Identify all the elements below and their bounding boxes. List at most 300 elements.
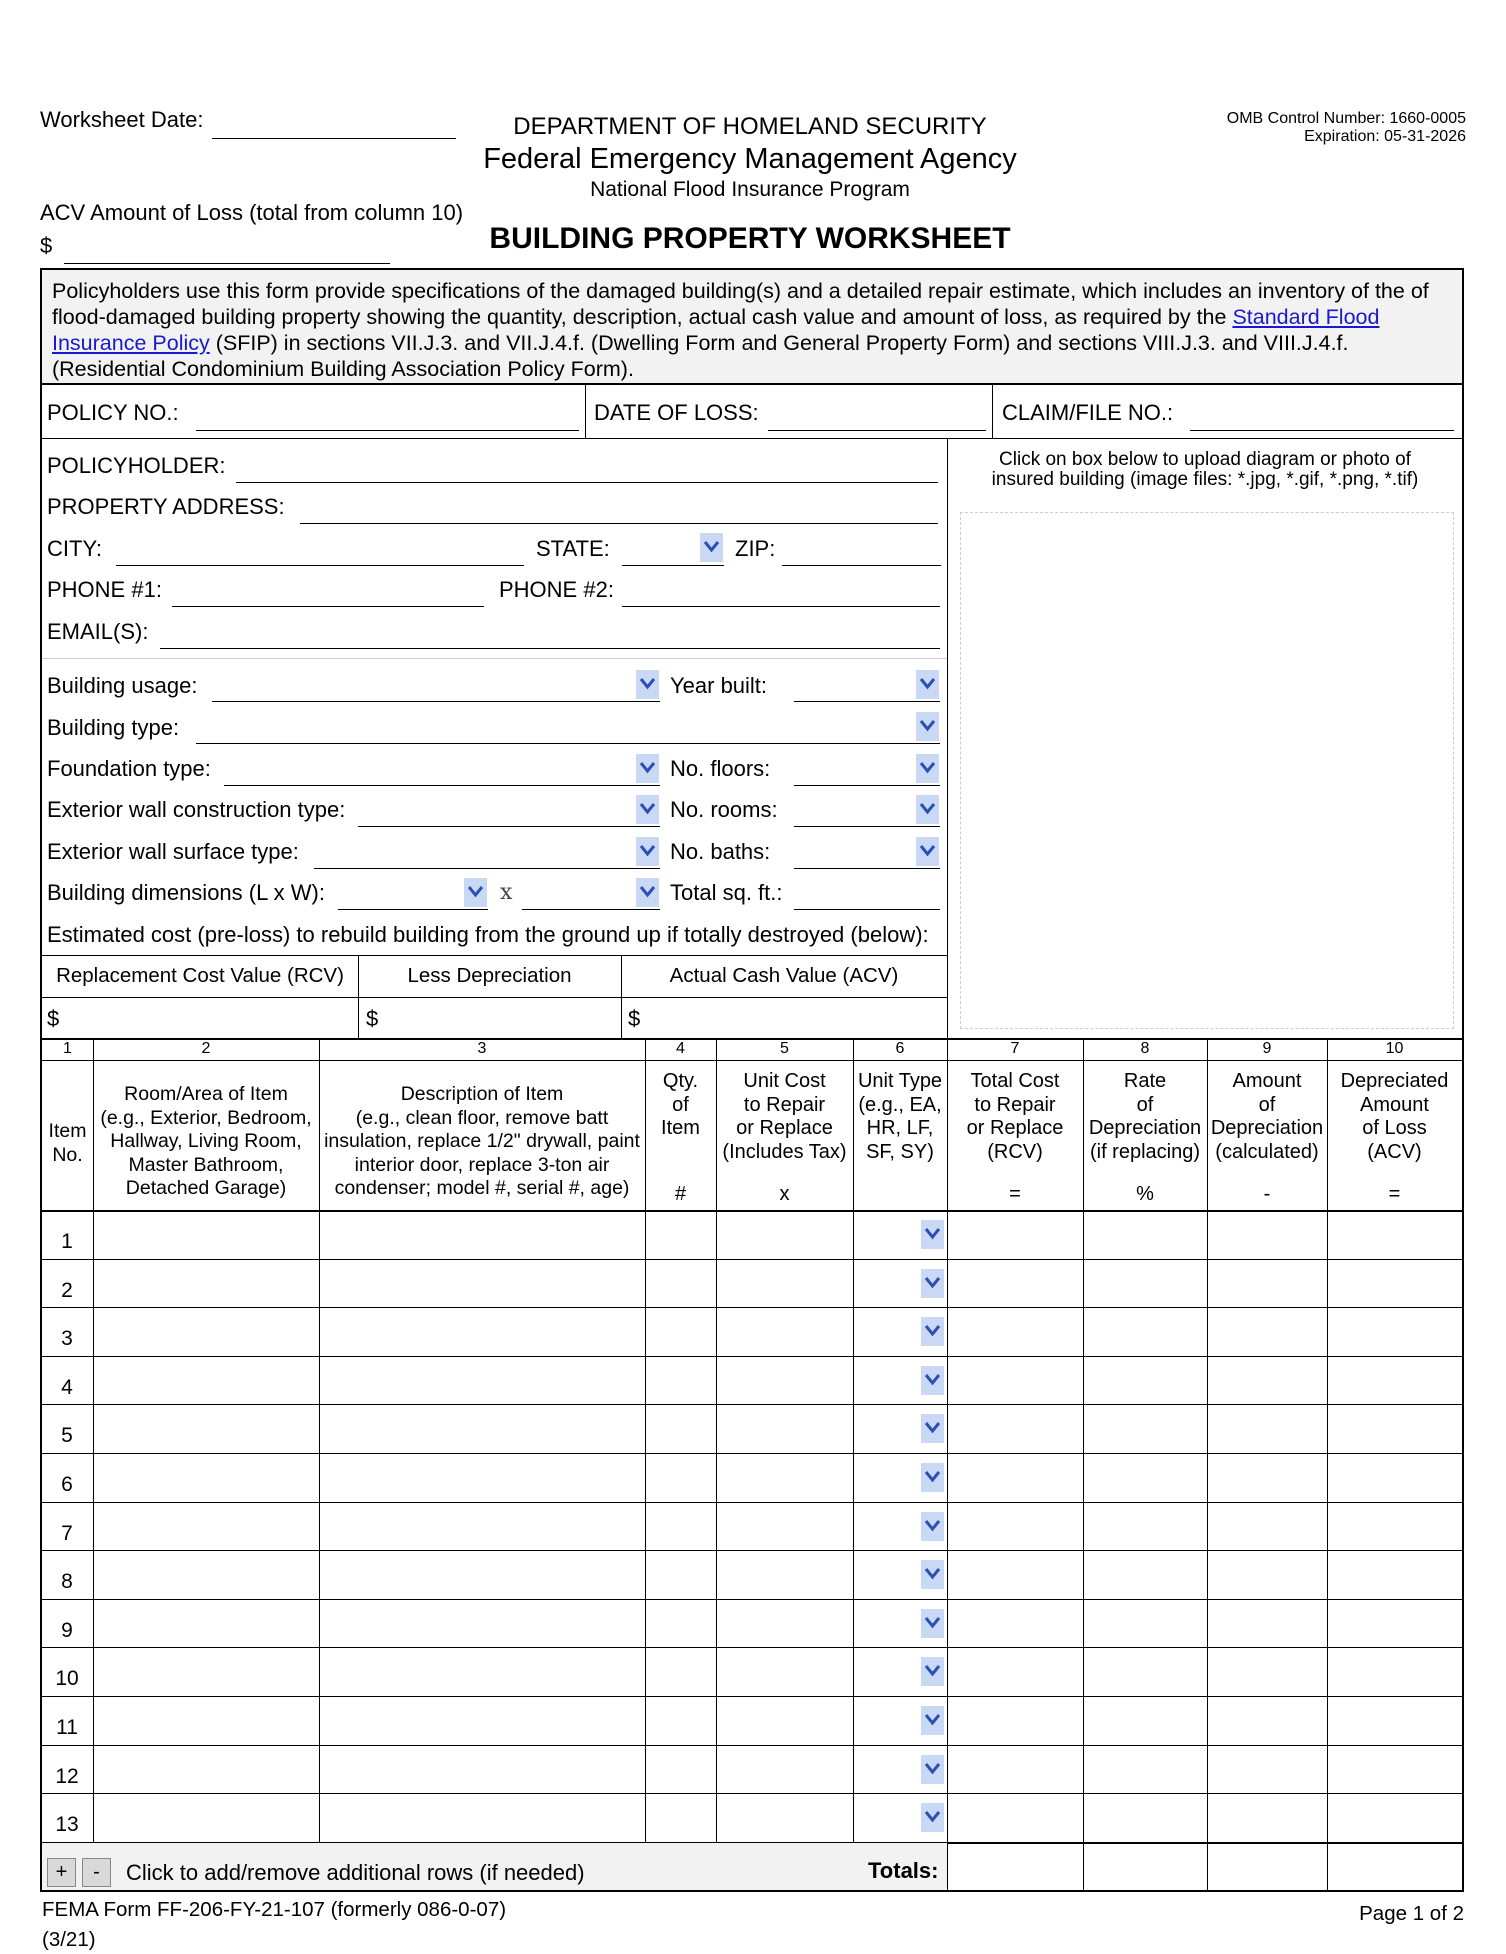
- chevron-down-icon: [919, 719, 936, 732]
- chevron-down-icon: [924, 1762, 941, 1775]
- table-cell-input[interactable]: [1209, 1212, 1325, 1257]
- table-cell-input[interactable]: [949, 1698, 1081, 1743]
- table-cell-input[interactable]: [718, 1747, 851, 1792]
- table-cell-input[interactable]: [718, 1795, 851, 1840]
- table-cell-input[interactable]: [1209, 1698, 1325, 1743]
- no-floors-label: No. floors:: [670, 756, 771, 781]
- table-row-divider: [42, 1453, 1462, 1454]
- table-cell-input[interactable]: [95, 1358, 317, 1403]
- table-cell-input[interactable]: [949, 1649, 1081, 1694]
- table-cell-input[interactable]: [1209, 1455, 1325, 1500]
- table-cell-input[interactable]: [321, 1552, 643, 1597]
- table-cell-input[interactable]: [949, 1358, 1081, 1403]
- table-cell-input[interactable]: [1209, 1552, 1325, 1597]
- column-number: 4: [676, 1040, 685, 1057]
- no-rooms-label: No. rooms:: [670, 797, 778, 822]
- table-cell-input[interactable]: [718, 1649, 851, 1694]
- omb-expiration: Expiration: 05-31-2026: [1304, 128, 1466, 145]
- chevron-down-icon: [924, 1664, 941, 1677]
- table-cell-input[interactable]: [718, 1504, 851, 1549]
- chevron-down-icon: [924, 1276, 941, 1289]
- column-number: 5: [780, 1040, 789, 1057]
- state-label: STATE:: [536, 536, 610, 561]
- table-cell-input[interactable]: [949, 1795, 1081, 1840]
- table-cell-input[interactable]: [1329, 1309, 1460, 1354]
- date-of-loss-field[interactable]: [768, 430, 986, 431]
- divider: [1327, 1842, 1328, 1890]
- chevron-down-icon: [924, 1227, 941, 1240]
- email-label: EMAIL(S):: [47, 619, 149, 644]
- unit-type-dropdown[interactable]: [921, 1366, 944, 1395]
- table-cell-input[interactable]: [1209, 1795, 1325, 1840]
- add-row-button[interactable]: +: [47, 1858, 76, 1887]
- intro-text: [42, 270, 1462, 385]
- total-sqft-field[interactable]: [794, 909, 940, 910]
- worksheet-date-label: Worksheet Date:: [40, 107, 204, 132]
- building-length-dropdown[interactable]: [464, 878, 487, 907]
- intro-text-part1: Policyholders use this form provide specifications of the damaged building(s) and a detailed repair estimate, which includes an inventory of the of flood-damaged building property showing the quantity, description, actual cash value and amount of loss, as required by the: [52, 279, 1429, 329]
- state-select[interactable]: [622, 565, 724, 566]
- divider: [42, 1060, 1462, 1061]
- table-row-divider: [42, 1696, 1462, 1697]
- chevron-down-icon: [924, 1519, 941, 1532]
- table-cell-input[interactable]: [949, 1601, 1081, 1646]
- table-cell-input[interactable]: [1329, 1261, 1460, 1306]
- row-number: 6: [61, 1473, 73, 1496]
- table-cell-input[interactable]: [1209, 1261, 1325, 1306]
- chevron-down-icon: [924, 1421, 941, 1434]
- chevron-down-icon: [639, 802, 656, 815]
- table-cell-input[interactable]: [647, 1747, 714, 1792]
- sfip-link[interactable]: Standard Flood Insurance Policy: [52, 305, 1380, 355]
- table-cell-input[interactable]: [1209, 1358, 1325, 1403]
- row-number: 5: [61, 1424, 73, 1448]
- no-baths-label: No. baths:: [670, 839, 771, 864]
- chevron-down-icon: [639, 677, 656, 690]
- acv-amount-field[interactable]: [64, 263, 390, 264]
- zip-label: ZIP:: [735, 536, 776, 561]
- table-cell-input[interactable]: [1329, 1212, 1460, 1257]
- table-cell-input[interactable]: [647, 1552, 714, 1597]
- column-header: Qty. of Item: [661, 1070, 700, 1139]
- table-cell-input[interactable]: [718, 1358, 851, 1403]
- unit-type-dropdown[interactable]: [921, 1220, 944, 1249]
- ext-wall-surface-dropdown[interactable]: [636, 837, 659, 866]
- row-number: 2: [61, 1278, 73, 1302]
- no-floors-select[interactable]: [794, 785, 940, 786]
- column-symbol: %: [1136, 1183, 1154, 1205]
- row-number: 13: [55, 1813, 79, 1837]
- acv-field[interactable]: [646, 1000, 942, 1036]
- total-acv-field[interactable]: [1330, 1845, 1460, 1889]
- page-title: BUILDING PROPERTY WORKSHEET: [489, 222, 1011, 255]
- building-type-label: Building type:: [47, 715, 180, 740]
- table-cell-input[interactable]: [647, 1406, 714, 1451]
- table-cell-input[interactable]: [647, 1358, 714, 1403]
- table-row-divider: [42, 1647, 1462, 1648]
- table-cell-input[interactable]: [1329, 1649, 1460, 1694]
- building-width-select[interactable]: [522, 909, 660, 910]
- row-number: 9: [61, 1618, 73, 1642]
- remove-row-button[interactable]: -: [82, 1858, 111, 1887]
- table-cell-input[interactable]: [95, 1455, 317, 1500]
- policyholder-field[interactable]: [236, 482, 938, 483]
- table-cell-input[interactable]: [718, 1698, 851, 1743]
- chevron-down-icon: [639, 761, 656, 774]
- table-row-divider: [42, 1550, 1462, 1551]
- chevron-down-icon: [919, 802, 936, 815]
- table-row-divider: [42, 1356, 1462, 1357]
- table-cell-input[interactable]: [1329, 1406, 1460, 1451]
- table-cell-input[interactable]: [949, 1309, 1081, 1354]
- zip-field[interactable]: [782, 565, 941, 566]
- chevron-down-icon: [924, 1470, 941, 1483]
- table-cell-input[interactable]: [647, 1455, 714, 1500]
- table-cell-input[interactable]: [321, 1601, 643, 1646]
- table-cell-input[interactable]: [647, 1601, 714, 1646]
- omb-control-number: OMB Control Number: 1660-0005: [1226, 110, 1466, 127]
- agency-name: Federal Emergency Management Agency: [483, 143, 1017, 175]
- ext-wall-surface-select[interactable]: [314, 868, 660, 869]
- building-usage-select[interactable]: [212, 701, 660, 702]
- chevron-down-icon: [919, 677, 936, 690]
- table-cell-input[interactable]: [321, 1406, 643, 1451]
- table-cell-input[interactable]: [321, 1358, 643, 1403]
- table-cell-input[interactable]: [1085, 1406, 1205, 1451]
- table-cell-input[interactable]: [1085, 1698, 1205, 1743]
- table-cell-input[interactable]: [95, 1795, 317, 1840]
- table-cell-input[interactable]: [1085, 1212, 1205, 1257]
- intro-text-part2: (SFIP) in sections VII.J.3. and VII.J.4.f. (Dwelling Form and General Property Form) and sections VIII.J.3. and VIII.J.4.f. (Residential Condominium Building Association Policy Form).: [52, 331, 1349, 381]
- table-cell-input[interactable]: [1085, 1358, 1205, 1403]
- column-number: 2: [201, 1040, 211, 1057]
- building-length-select[interactable]: [338, 909, 488, 910]
- table-cell-input[interactable]: [1085, 1309, 1205, 1354]
- upload-line-1: Click on box below to upload diagram or photo of: [999, 449, 1411, 470]
- total-rcv-field[interactable]: [950, 1845, 1080, 1889]
- program-name: National Flood Insurance Program: [590, 178, 910, 201]
- column-header: Unit Cost to Repair or Replace (Includes Tax): [722, 1070, 847, 1163]
- column-header: Item No.: [48, 1120, 87, 1166]
- table-cell-input[interactable]: [949, 1552, 1081, 1597]
- foundation-type-select[interactable]: [224, 785, 660, 786]
- chevron-down-icon: [924, 1810, 941, 1823]
- chevron-down-icon: [639, 844, 656, 857]
- department-name: DEPARTMENT OF HOMELAND SECURITY: [513, 113, 987, 140]
- chevron-down-icon: [924, 1713, 941, 1726]
- chevron-down-icon: [639, 885, 656, 898]
- column-number: 9: [1262, 1040, 1272, 1057]
- table-cell-input[interactable]: [1329, 1795, 1460, 1840]
- omb-info: [1227, 110, 1466, 146]
- divider: [1207, 1842, 1208, 1890]
- less-depreciation-field[interactable]: [384, 1000, 616, 1036]
- rcv-field[interactable]: [64, 1000, 354, 1036]
- year-built-label: Year built:: [670, 673, 768, 698]
- column-header: Description of Item (e.g., clean floor, remove batt insulation, replace 1/2" drywall, paint interior door, replace 3-ton air condenser; model #, serial #, age): [324, 1083, 640, 1199]
- unit-type-dropdown[interactable]: [921, 1414, 944, 1443]
- divider: [42, 955, 947, 956]
- column-symbol: =: [1388, 1183, 1401, 1205]
- building-usage-label: Building usage:: [47, 673, 198, 698]
- divider: [1083, 1842, 1084, 1890]
- table-row-divider: [42, 1259, 1462, 1260]
- chevron-down-icon: [467, 885, 484, 898]
- table-cell-input[interactable]: [95, 1601, 317, 1646]
- city-field[interactable]: [116, 565, 524, 566]
- ext-wall-construction-dropdown[interactable]: [636, 795, 659, 824]
- rcv-dollar: $: [47, 1006, 60, 1031]
- table-cell-input[interactable]: [321, 1309, 643, 1354]
- table-cell-input[interactable]: [1085, 1552, 1205, 1597]
- table-cell-input[interactable]: [1085, 1795, 1205, 1840]
- chevron-down-icon: [924, 1373, 941, 1386]
- table-cell-input[interactable]: [321, 1261, 643, 1306]
- unit-type-dropdown[interactable]: [921, 1512, 944, 1541]
- building-width-dropdown[interactable]: [636, 878, 659, 907]
- column-symbol: =: [1009, 1183, 1021, 1205]
- table-cell-input[interactable]: [321, 1212, 643, 1257]
- building-type-dropdown[interactable]: [916, 712, 939, 741]
- foundation-type-dropdown[interactable]: [636, 754, 659, 783]
- rcv-label: Replacement Cost Value (RCV): [56, 964, 344, 987]
- photo-upload-box[interactable]: [960, 512, 1454, 1029]
- no-baths-select[interactable]: [794, 868, 940, 869]
- form-revision: (3/21): [42, 1928, 96, 1951]
- table-cell-input[interactable]: [647, 1261, 714, 1306]
- table-cell-input[interactable]: [718, 1212, 851, 1257]
- column-header: Amount of Depreciation (calculated): [1210, 1070, 1324, 1163]
- policyholder-label: POLICYHOLDER:: [47, 453, 226, 478]
- chevron-down-icon: [924, 1616, 941, 1629]
- ext-wall-construction-label: Exterior wall construction type:: [47, 797, 346, 822]
- page-number: Page 1 of 2: [1359, 1902, 1464, 1925]
- table-cell-input[interactable]: [321, 1698, 643, 1743]
- divider: [992, 385, 993, 439]
- table-cell-input[interactable]: [1209, 1504, 1325, 1549]
- chevron-down-icon: [924, 1324, 941, 1337]
- table-cell-input[interactable]: [647, 1504, 714, 1549]
- table-row-divider: [42, 1404, 1462, 1405]
- building-usage-dropdown[interactable]: [636, 670, 659, 699]
- claim-no-field[interactable]: [1190, 430, 1454, 431]
- date-of-loss-label: DATE OF LOSS:: [594, 400, 759, 425]
- table-cell-input[interactable]: [321, 1795, 643, 1840]
- table-cell-input[interactable]: [718, 1552, 851, 1597]
- unit-type-dropdown[interactable]: [921, 1463, 944, 1492]
- table-row-divider: [42, 1307, 1462, 1308]
- table-cell-input[interactable]: [949, 1261, 1081, 1306]
- email-field[interactable]: [160, 648, 940, 649]
- chevron-down-icon: [919, 844, 936, 857]
- unit-type-dropdown[interactable]: [921, 1609, 944, 1638]
- divider: [947, 438, 948, 1038]
- claim-no-label: CLAIM/FILE NO.:: [1002, 400, 1174, 425]
- table-cell-input[interactable]: [949, 1212, 1081, 1257]
- table-cell-input[interactable]: [1085, 1649, 1205, 1694]
- column-number: 10: [1385, 1040, 1404, 1057]
- phone2-label: PHONE #2:: [499, 577, 614, 602]
- foundation-type-label: Foundation type:: [47, 756, 211, 781]
- table-row-divider: [42, 1745, 1462, 1746]
- divider: [42, 658, 947, 659]
- column-header: Unit Type (e.g., EA, HR, LF, SF, SY): [857, 1070, 943, 1163]
- table-cell-input[interactable]: [1329, 1358, 1460, 1403]
- table-row-divider: [42, 1502, 1462, 1503]
- depreciation-dollar: $: [366, 1006, 379, 1031]
- row-number: 1: [61, 1230, 73, 1253]
- table-row-divider: [42, 1793, 1462, 1794]
- table-cell-input[interactable]: [1209, 1649, 1325, 1694]
- table-cell-input[interactable]: [321, 1747, 643, 1792]
- divider: [947, 1842, 948, 1890]
- table-cell-input[interactable]: [647, 1212, 714, 1257]
- acv-dollar-sign: $: [40, 233, 53, 258]
- table-cell-input[interactable]: [718, 1406, 851, 1451]
- column-number: 3: [477, 1040, 487, 1057]
- table-row-divider: [42, 1599, 1462, 1600]
- table-cell-input[interactable]: [95, 1309, 317, 1354]
- table-cell-input[interactable]: [1329, 1698, 1460, 1743]
- row-number: 11: [56, 1716, 78, 1739]
- table-cell-input[interactable]: [949, 1406, 1081, 1451]
- no-baths-dropdown[interactable]: [916, 837, 939, 866]
- table-cell-input[interactable]: [1085, 1261, 1205, 1306]
- policy-no-field[interactable]: [196, 430, 579, 431]
- property-address-label: PROPERTY ADDRESS:: [47, 494, 285, 519]
- table-cell-input[interactable]: [1209, 1747, 1325, 1792]
- divider: [585, 385, 586, 439]
- table-cell-input[interactable]: [1085, 1504, 1205, 1549]
- ext-wall-surface-label: Exterior wall surface type:: [47, 839, 299, 864]
- table-cell-input[interactable]: [1329, 1504, 1460, 1549]
- add-remove-rows-label: Click to add/remove additional rows (if needed): [126, 1860, 585, 1885]
- ext-wall-construction-select[interactable]: [358, 826, 660, 827]
- row-number: 7: [61, 1521, 73, 1545]
- no-rooms-dropdown[interactable]: [916, 795, 939, 824]
- acv-label: Actual Cash Value (ACV): [669, 964, 899, 987]
- state-dropdown[interactable]: [700, 533, 723, 562]
- table-cell-input[interactable]: [949, 1747, 1081, 1792]
- column-header: Depreciated Amount of Loss (ACV): [1340, 1070, 1449, 1163]
- table-cell-input[interactable]: [647, 1649, 714, 1694]
- table-cell-input[interactable]: [1209, 1601, 1325, 1646]
- city-label: CITY:: [47, 536, 103, 561]
- table-cell-input[interactable]: [718, 1601, 851, 1646]
- policy-no-label: POLICY NO.:: [47, 400, 179, 425]
- phone1-label: PHONE #1:: [47, 577, 162, 602]
- table-cell-input[interactable]: [95, 1747, 317, 1792]
- table-cell-input[interactable]: [718, 1261, 851, 1306]
- year-built-dropdown[interactable]: [916, 670, 939, 699]
- column-header: Total Cost to Repair or Replace (RCV): [966, 1070, 1064, 1163]
- table-cell-input[interactable]: [647, 1309, 714, 1354]
- table-cell-input[interactable]: [95, 1406, 317, 1451]
- property-address-field[interactable]: [300, 523, 938, 524]
- column-number: 1: [63, 1040, 72, 1057]
- table-cell-input[interactable]: [949, 1504, 1081, 1549]
- total-sqft-label: Total sq. ft.:: [670, 880, 783, 905]
- table-column-divider: [645, 1038, 646, 1842]
- table-cell-input[interactable]: [95, 1552, 317, 1597]
- column-symbol: #: [674, 1183, 687, 1205]
- upload-instructions: [950, 450, 1460, 490]
- table-cell-input[interactable]: [95, 1261, 317, 1306]
- table-cell-input[interactable]: [95, 1649, 317, 1694]
- column-number: 8: [1140, 1040, 1150, 1057]
- column-header: Room/Area of Item (e.g., Exterior, Bedroom, Hallway, Living Room, Master Bathroom, Detached Garage): [100, 1083, 312, 1199]
- table-cell-input[interactable]: [1085, 1747, 1205, 1792]
- totals-label: Totals:: [868, 1858, 939, 1883]
- table-cell-input[interactable]: [647, 1698, 714, 1743]
- row-number: 12: [55, 1764, 79, 1788]
- table-cell-input[interactable]: [321, 1455, 643, 1500]
- total-depreciation-field[interactable]: [1210, 1845, 1324, 1889]
- table-cell-input[interactable]: [718, 1455, 851, 1500]
- chevron-down-icon: [919, 761, 936, 774]
- chevron-down-icon: [703, 540, 720, 553]
- acv-amount-label: ACV Amount of Loss (total from column 10): [40, 200, 464, 225]
- row-number: 10: [55, 1667, 79, 1691]
- table-cell-input[interactable]: [95, 1504, 317, 1549]
- unit-type-dropdown[interactable]: [921, 1755, 944, 1784]
- table-cell-input[interactable]: [1329, 1455, 1460, 1500]
- table-cell-input[interactable]: [321, 1504, 643, 1549]
- unit-type-dropdown[interactable]: [921, 1706, 944, 1735]
- no-rooms-select[interactable]: [794, 826, 940, 827]
- table-cell-input[interactable]: [1209, 1309, 1325, 1354]
- table-cell-input[interactable]: [1329, 1601, 1460, 1646]
- dims-x-symbol: x: [500, 880, 513, 905]
- form-id: FEMA Form FF-206-FY-21-107 (formerly 086-0-07): [42, 1898, 507, 1921]
- unit-type-dropdown[interactable]: [921, 1317, 944, 1346]
- table-cell-input[interactable]: [1209, 1406, 1325, 1451]
- phone2-field[interactable]: [622, 606, 940, 607]
- phone1-field[interactable]: [172, 606, 484, 607]
- table-cell-input[interactable]: [949, 1455, 1081, 1500]
- building-dims-label: Building dimensions (L x W):: [47, 880, 325, 905]
- table-cell-input[interactable]: [95, 1698, 317, 1743]
- unit-type-dropdown[interactable]: [921, 1560, 944, 1589]
- row-number: 8: [61, 1570, 73, 1594]
- unit-type-dropdown[interactable]: [921, 1803, 944, 1832]
- building-type-select[interactable]: [196, 743, 940, 744]
- divider: [42, 438, 1462, 439]
- table-cell-input[interactable]: [1329, 1552, 1460, 1597]
- unit-type-dropdown[interactable]: [921, 1657, 944, 1686]
- unit-type-dropdown[interactable]: [921, 1269, 944, 1298]
- table-cell-input[interactable]: [1329, 1747, 1460, 1792]
- chevron-down-icon: [924, 1567, 941, 1580]
- estimated-cost-label: Estimated cost (pre-loss) to rebuild building from the ground up if totally destroyed (below):: [47, 922, 929, 947]
- column-number: 6: [895, 1040, 905, 1057]
- table-cell-input[interactable]: [1085, 1455, 1205, 1500]
- column-symbol: x: [779, 1183, 790, 1205]
- column-header: Rate of Depreciation (if replacing): [1088, 1070, 1202, 1163]
- row-number: 4: [61, 1375, 73, 1399]
- table-cell-input[interactable]: [647, 1795, 714, 1840]
- year-built-select[interactable]: [794, 701, 940, 702]
- table-cell-input[interactable]: [321, 1649, 643, 1694]
- table-cell-input[interactable]: [718, 1309, 851, 1354]
- divider: [42, 997, 947, 998]
- acv-dollar: $: [628, 1006, 641, 1031]
- table-cell-input[interactable]: [95, 1212, 317, 1257]
- no-floors-dropdown[interactable]: [916, 754, 939, 783]
- less-depreciation-label: Less Depreciation: [407, 964, 572, 987]
- table-cell-input[interactable]: [1085, 1601, 1205, 1646]
- column-symbol: -: [1263, 1183, 1271, 1205]
